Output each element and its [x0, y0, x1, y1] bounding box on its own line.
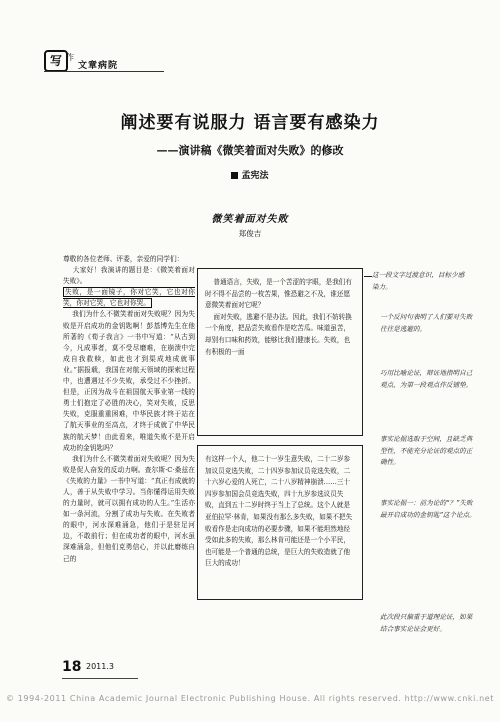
- margin-note: 巧用比喻论证，辩证地指明自己观点，为第一段观点作反铺垫。: [380, 369, 473, 389]
- speech-body: [63, 254, 195, 565]
- body-paragraph: [63, 254, 195, 265]
- article-title: 阐述要有说服力 语言要有感染力: [120, 113, 380, 133]
- revision-box-2: [197, 445, 363, 600]
- body-text: 大家好！我演讲的题目是：《微笑着面对失败》。: [63, 266, 195, 286]
- margin-note: 此次段只偏重于道理论证，如果结合事实论证会更好。: [380, 613, 473, 633]
- revision-text: 面对失败，逃避不是办法。因此，我们不妨转换一个角度，把品尝失败看作是吃苦瓜。味道虽苦，却别有口味和药效，能够比我们健康长。失败，也有积极的一面: [205, 312, 352, 356]
- revision-paragraph: [205, 454, 355, 570]
- column-logo: 写: [44, 50, 68, 72]
- speech-title: 微笑着面对失败: [211, 214, 289, 225]
- revision-text: 有这样一个人，他二十一岁生意失败，二十二岁参加议员竞选失败，二十四岁参加议员竞选失败，二十六岁心爱的人死亡，二十八岁精神崩溃……三十四岁参加国会员竞选失败，四十九岁参选议员失败，直到五十二岁时终于当上了总统。这个人就是亚伯拉罕·林肯，如果没有那么多失败，如果不把失败看作是走向成功的必要步骤，如果不能坦然地经受如此多的失败，那么林肯可能还是一个小平民，也可能是一个普通的总统，是巨大的失败造就了他巨大的成功！: [205, 455, 353, 568]
- footer-rule: [62, 678, 138, 679]
- margin-note: 这一段文字过渡意识，目标少感染力。: [372, 271, 465, 291]
- margin-note: 一个反问句表明了人们要对失败往往是逃避的。: [380, 313, 473, 333]
- body-paragraph: [63, 287, 195, 309]
- body-text: 我们为什么不微笑着面对失败呢？因为失败是开启成功的金钥匙啊！彭基博先生在他所著的《荀子我言》一书中写道：“从古到今，凡成事者，莫不受尽磨难，在崩溃中完成自我救赎，如此也才到渠成地成就事业。”据报载，我国在对航天领域的探索过程中，也遭遇过不少失败，承受过不少挫折。但是，正因为战斗在祖国航天事业第一线的勇士们抱定了必胜的决心，笑对失败，反思失败，克服重重困难，中华民族才终于站在了航天事业的至高点，才终于成就了中华民族的航天梦！由此看来，唯道失败不是开启成功的金钥匙吗？: [63, 310, 195, 452]
- revision-box-1: [197, 268, 363, 436]
- column-rule: [44, 71, 164, 72]
- highlighted-text: 失败，是一面镜子，你对它笑，它也对你笑，你对它哭，它也对你哭。: [63, 288, 195, 308]
- column-logo-suffix: 作: [66, 53, 74, 62]
- page-number: 18: [62, 659, 82, 675]
- copyright-footer: © 1994-2011 China Academic Journal Electronic Publishing House. All rights reserved. http://www.cnki.net: [6, 694, 494, 703]
- article-subtitle: ——演讲稿《微笑着面对失败》的修改: [156, 144, 344, 157]
- body-paragraph: [63, 454, 195, 565]
- body-text: 我们为什么不微笑着面对失败呢？因为失败是促人奋发的反动力啊。查尔斯·C·桑兹在《失败的力量》一书中写道：“真正有成就的人，善于从失败中学习。当你懂得运用失败的力量时，就可以拥有成功的人生。”生活亦如一条河流，分割了成功与失败。在失败者的眼中，河水深难涌急，他们于是驻足河边，不敢前行；但在成功者的眼中，河水虽深难涌急，但他们克勇信心，并以此磨练自己的: [63, 454, 195, 563]
- speech-author: 郑俊吉: [238, 229, 262, 238]
- margin-note: 事实论据选取于空间，且缺乏典型性，不能充分论证的观点的正确性。: [380, 435, 473, 466]
- column-name: 文章病院: [78, 61, 119, 71]
- margin-note: 事实论据一：前为论的“？”失败最开启成功的金钥匙”这个论点。: [380, 499, 476, 519]
- body-paragraph: [63, 309, 195, 453]
- note-arrow: [364, 276, 372, 277]
- revision-text: 普通语言，失败，是一个苦涩的字眼，是我们有时不得不品尝的一枚苦果，惟恐避之不及，谁还愿意微笑着面对它呢？: [205, 278, 352, 310]
- revision-paragraph: [205, 277, 355, 312]
- article-author: 孟宪法: [0, 168, 500, 181]
- issue-number: 2011.3: [86, 662, 114, 671]
- revision-paragraph: [205, 312, 355, 358]
- body-text: 尊敬的各位老师、评委，亲爱的同学们：: [63, 255, 184, 263]
- body-paragraph: [63, 265, 195, 287]
